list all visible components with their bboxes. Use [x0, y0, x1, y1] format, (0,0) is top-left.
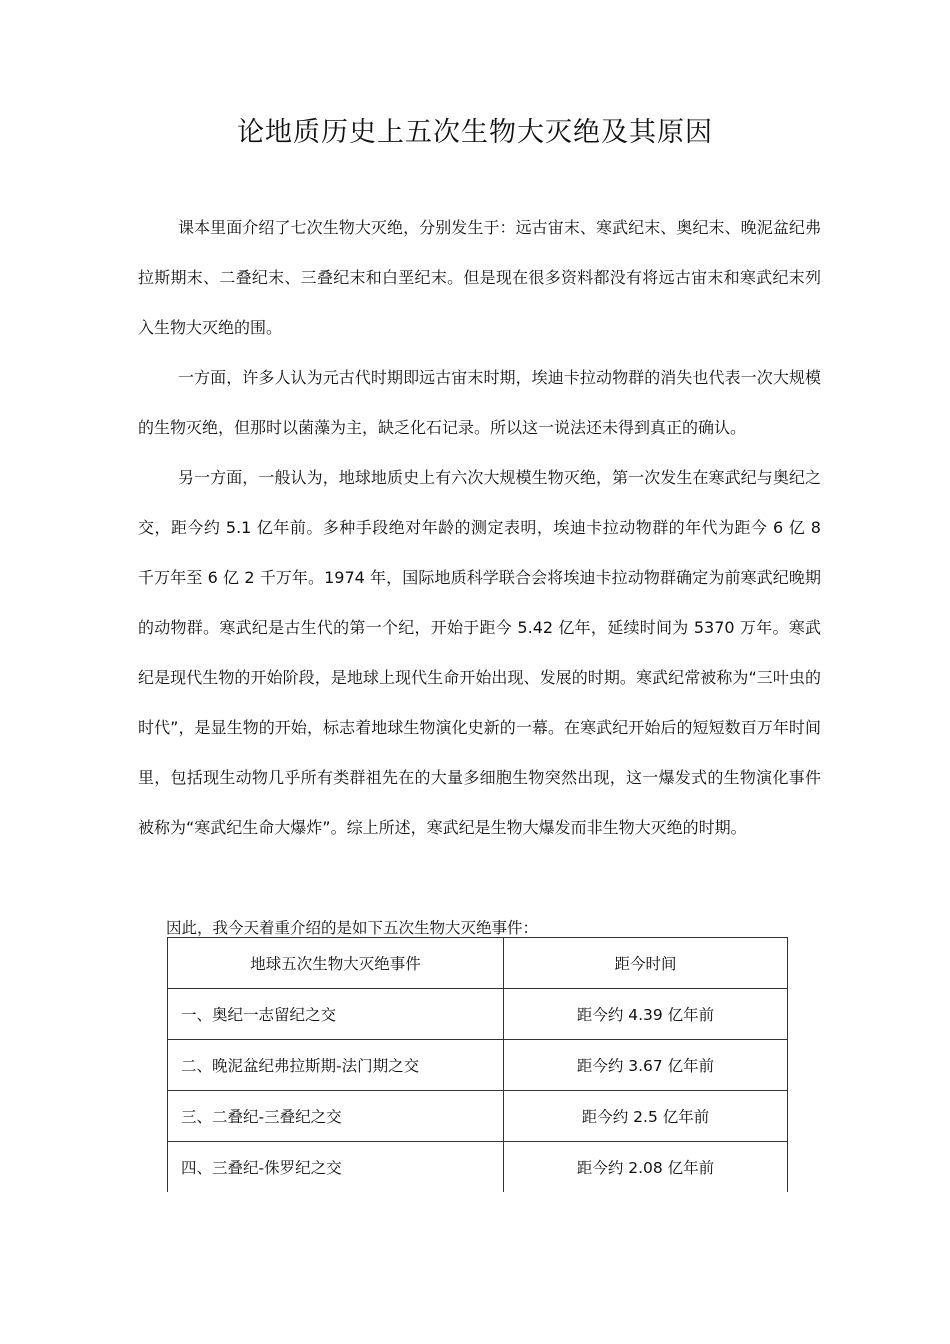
table-row	[168, 1142, 788, 1193]
paragraph-intro: 课本里面介绍了七次生物大灭绝，分别发生于：远古宙末、寒武纪末、奥纪末、晚泥盆纪弗拉斯期末、二叠纪末、三叠纪末和白垩纪末。但是现在很多资料都没有将远古宙末和寒武纪末列入生物大灭绝的围。	[138, 218, 821, 337]
document-body	[138, 203, 821, 853]
document-title: 论地质历史上五次生物大灭绝及其原因	[237, 117, 713, 148]
event-cell: 三、二叠纪-三叠纪之交	[168, 1091, 504, 1142]
header-time: 距今时间	[504, 938, 788, 989]
event-cell: 四、三叠纪-侏罗纪之交	[168, 1142, 504, 1193]
table-row	[168, 989, 788, 1040]
time-cell: 距今约 3.67 亿年前	[504, 1040, 788, 1091]
time-cell: 距今约 2.08 亿年前	[504, 1142, 788, 1193]
paragraph-second-view: 另一方面，一般认为，地球地质史上有六次大规模生物灭绝，第一次发生在寒武纪与奥纪之交，距今约 5.1 亿年前。多种手段绝对年龄的测定表明，埃迪卡拉动物群的年代为距今 6 亿 8 千万年至 6 亿 2 千万年。1974 年，国际地质科学联合会将埃迪卡拉动物群确定为前寒武纪晚期的动物群。寒武纪是古生代的第一个纪，开始于距今 5.42 亿年，延续时间为 5370 万年。寒武纪是现代生物的开始阶段，是地球上现代生命开始出现、发展的时期。寒武纪常被称为“三叶虫的时代”，是显生物的开始，标志着地球生物演化史新的一幕。在寒武纪开始后的短短数百万年时间里，包括现生动物几乎所有类群祖先在的大量多细胞生物突然出现，这一爆发式的生物演化事件被称为“寒武纪生命大爆炸”。综上所述，寒武纪是生物大爆发而非生物大灭绝的时期。	[138, 468, 821, 837]
event-cell: 二、晚泥盆纪弗拉斯期-法门期之交	[168, 1040, 504, 1091]
table-intro: 因此，我今天着重介绍的是如下五次生物大灭绝事件：	[166, 919, 539, 937]
table-row	[168, 1040, 788, 1091]
table-row	[168, 1091, 788, 1142]
paragraph-first-view: 一方面，许多人认为元古代时期即远古宙末时期，埃迪卡拉动物群的消失也代表一次大规模的生物灭绝，但那时以菌藻为主，缺乏化石记录。所以这一说法还未得到真正的确认。	[138, 368, 821, 437]
header-event: 地球五次生物大灭绝事件	[168, 938, 504, 989]
time-cell: 距今约 2.5 亿年前	[504, 1091, 788, 1142]
event-cell: 一、奥纪一志留纪之交	[168, 989, 504, 1040]
extinction-events-table	[167, 937, 788, 1192]
time-cell: 距今约 4.39 亿年前	[504, 989, 788, 1040]
table-header-row	[168, 938, 788, 989]
